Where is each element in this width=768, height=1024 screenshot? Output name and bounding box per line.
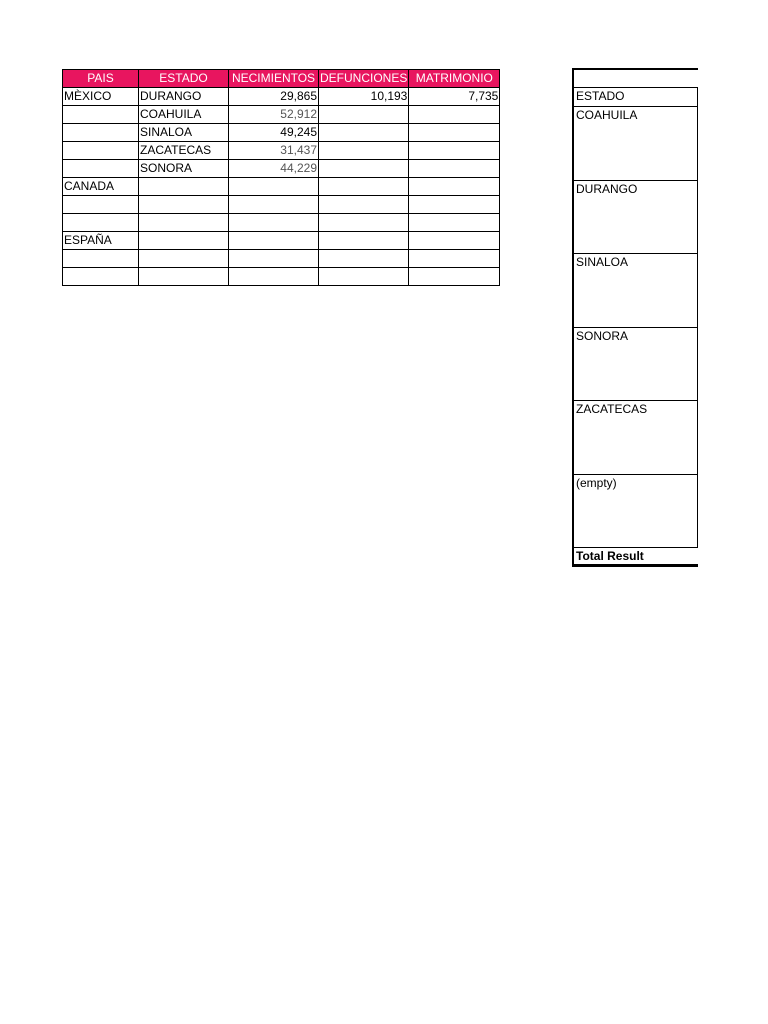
pivot-item[interactable]: ZACATECAS xyxy=(572,400,698,474)
cell-matrimonio[interactable] xyxy=(409,178,500,196)
cell-matrimonio[interactable] xyxy=(409,106,500,124)
pivot-item[interactable]: COAHUILA xyxy=(572,106,698,180)
header-row xyxy=(63,70,500,88)
cell-necimientos[interactable] xyxy=(229,196,319,214)
cell-defunciones[interactable] xyxy=(319,106,409,124)
cell-matrimonio[interactable] xyxy=(409,142,500,160)
cell-pais[interactable] xyxy=(63,268,139,286)
cell-defunciones[interactable] xyxy=(319,124,409,142)
cell-pais[interactable] xyxy=(63,124,139,142)
cell-necimientos[interactable]: 49,245 xyxy=(229,124,319,142)
header-pais[interactable]: PAIS xyxy=(63,70,139,88)
pivot-item[interactable]: SONORA xyxy=(572,327,698,401)
cell-estado[interactable] xyxy=(139,268,229,286)
cell-estado[interactable]: SONORA xyxy=(139,160,229,178)
cell-necimientos[interactable]: 44,229 xyxy=(229,160,319,178)
cell-pais[interactable] xyxy=(63,214,139,232)
cell-estado[interactable] xyxy=(139,196,229,214)
cell-matrimonio[interactable] xyxy=(409,196,500,214)
cell-estado[interactable]: SINALOA xyxy=(139,124,229,142)
cell-defunciones[interactable] xyxy=(319,232,409,250)
cell-defunciones[interactable] xyxy=(319,214,409,232)
cell-matrimonio[interactable] xyxy=(409,268,500,286)
pivot-item[interactable]: DURANGO xyxy=(572,180,698,254)
pivot-table xyxy=(572,68,698,567)
pivot-header-estado[interactable]: ESTADO xyxy=(572,87,698,106)
cell-necimientos[interactable] xyxy=(229,178,319,196)
cell-defunciones[interactable] xyxy=(319,178,409,196)
pivot-item[interactable]: (empty) xyxy=(572,474,698,548)
pivot-item[interactable]: SINALOA xyxy=(572,253,698,327)
pivot-top-border xyxy=(572,68,698,87)
cell-necimientos[interactable] xyxy=(229,214,319,232)
cell-defunciones[interactable] xyxy=(319,250,409,268)
cell-necimientos[interactable]: 29,865 xyxy=(229,88,319,106)
cell-matrimonio[interactable] xyxy=(409,160,500,178)
cell-pais[interactable] xyxy=(63,250,139,268)
header-defunciones[interactable]: DEFUNCIONES xyxy=(319,70,409,88)
cell-pais[interactable] xyxy=(63,160,139,178)
cell-estado[interactable]: ZACATECAS xyxy=(139,142,229,160)
table-row xyxy=(63,88,500,106)
cell-matrimonio[interactable] xyxy=(409,214,500,232)
pivot-total-result[interactable]: Total Result xyxy=(572,547,698,567)
cell-estado[interactable]: COAHUILA xyxy=(139,106,229,124)
cell-defunciones[interactable]: 10,193 xyxy=(319,88,409,106)
cell-necimientos[interactable] xyxy=(229,250,319,268)
table-row xyxy=(63,232,500,250)
table-row xyxy=(63,160,500,178)
cell-estado[interactable] xyxy=(139,214,229,232)
cell-pais[interactable]: CANADA xyxy=(63,178,139,196)
cell-pais[interactable] xyxy=(63,142,139,160)
cell-estado[interactable] xyxy=(139,250,229,268)
header-matrimonio[interactable]: MATRIMONIO xyxy=(409,70,500,88)
header-necimientos[interactable]: NECIMIENTOS xyxy=(229,70,319,88)
cell-matrimonio[interactable]: 7,735 xyxy=(409,88,500,106)
table-row xyxy=(63,124,500,142)
cell-defunciones[interactable] xyxy=(319,160,409,178)
cell-necimientos[interactable]: 52,912 xyxy=(229,106,319,124)
cell-pais[interactable] xyxy=(63,106,139,124)
table-row xyxy=(63,250,500,268)
table-row xyxy=(63,214,500,232)
cell-pais[interactable] xyxy=(63,196,139,214)
cell-pais[interactable]: ESPAÑA xyxy=(63,232,139,250)
table-row xyxy=(63,106,500,124)
cell-necimientos[interactable] xyxy=(229,232,319,250)
cell-matrimonio[interactable] xyxy=(409,124,500,142)
data-table xyxy=(62,69,500,286)
cell-matrimonio[interactable] xyxy=(409,250,500,268)
table-row xyxy=(63,178,500,196)
cell-matrimonio[interactable] xyxy=(409,232,500,250)
table-row xyxy=(63,268,500,286)
header-estado[interactable]: ESTADO xyxy=(139,70,229,88)
cell-defunciones[interactable] xyxy=(319,268,409,286)
cell-pais[interactable]: MÈXICO xyxy=(63,88,139,106)
cell-defunciones[interactable] xyxy=(319,196,409,214)
cell-necimientos[interactable] xyxy=(229,268,319,286)
cell-estado[interactable] xyxy=(139,178,229,196)
cell-estado[interactable]: DURANGO xyxy=(139,88,229,106)
cell-estado[interactable] xyxy=(139,232,229,250)
cell-defunciones[interactable] xyxy=(319,142,409,160)
table-row xyxy=(63,196,500,214)
table-row xyxy=(63,142,500,160)
cell-necimientos[interactable]: 31,437 xyxy=(229,142,319,160)
